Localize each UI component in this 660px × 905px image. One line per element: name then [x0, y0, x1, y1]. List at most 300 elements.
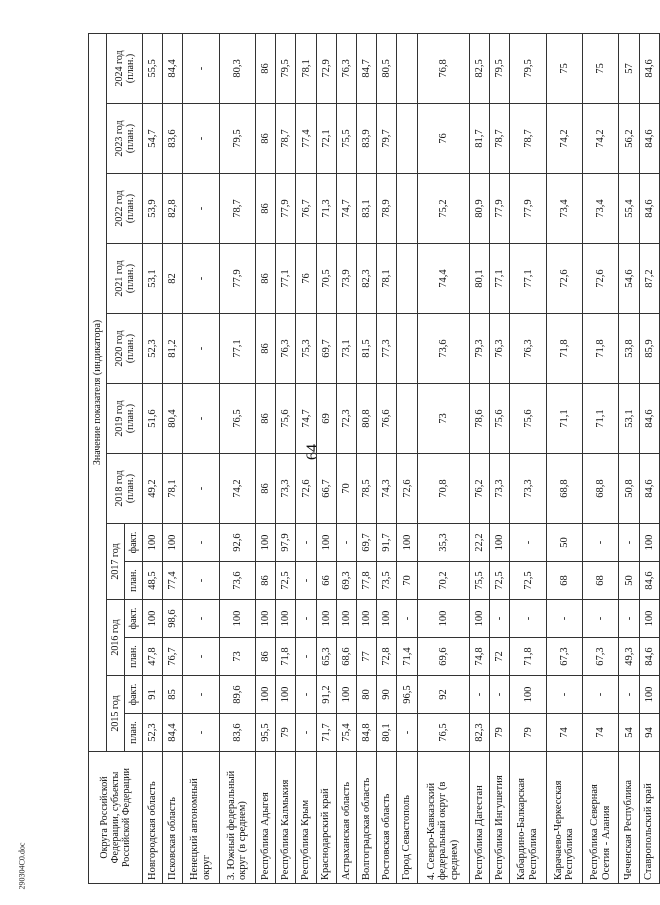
region-name: 4. Северо-Кавказский федеральный округ (в среднем): [417, 752, 469, 884]
value-cell: -: [619, 600, 639, 638]
value-cell: 72,8: [377, 638, 397, 676]
value-cell: 92: [417, 676, 469, 714]
value-cell: 70: [336, 454, 356, 524]
value-cell: 53,1: [143, 244, 163, 314]
region-name: Ненецкий автономный округ: [183, 752, 219, 884]
value-cell: 80,1: [377, 714, 397, 752]
value-cell: 98,6: [163, 600, 183, 638]
table-row: [619, 33, 639, 883]
value-cell: 73,9: [336, 244, 356, 314]
value-cell: 53,8: [619, 314, 639, 384]
value-cell: 73,4: [583, 174, 619, 244]
value-cell: 76: [417, 104, 469, 174]
value-cell: 74,4: [417, 244, 469, 314]
value-cell: 71,8: [546, 314, 582, 384]
header-plan: план.: [125, 638, 143, 676]
value-cell: 86: [256, 33, 276, 103]
value-cell: -: [183, 676, 219, 714]
value-cell: -: [296, 562, 316, 600]
value-cell: -: [183, 638, 219, 676]
value-cell: 65,3: [316, 638, 336, 676]
value-cell: 76,3: [276, 314, 296, 384]
region-name: Республика Крым: [296, 752, 316, 884]
value-cell: 80: [357, 676, 377, 714]
value-cell: 57: [619, 33, 639, 103]
value-cell: 84,6: [639, 562, 659, 600]
value-cell: 73,4: [546, 174, 582, 244]
value-cell: -: [490, 676, 510, 714]
header-year-2021-plan: 2021 год (план.): [107, 244, 143, 314]
header-fact: факт.: [125, 524, 143, 562]
value-cell: 77,1: [510, 244, 546, 314]
value-cell: -: [183, 562, 219, 600]
value-cell: 22,2: [470, 524, 490, 562]
value-cell: 79,5: [510, 33, 546, 103]
value-cell: 83,6: [163, 104, 183, 174]
page-number: 64: [304, 444, 321, 460]
value-cell: 78,6: [470, 384, 490, 454]
value-cell: 47,8: [143, 638, 163, 676]
value-cell: 100: [417, 600, 469, 638]
value-cell: 71,8: [583, 314, 619, 384]
header-region: Округа Российской Федерации, субъекты Российской Федерации: [89, 752, 143, 884]
value-cell: 78,9: [377, 174, 397, 244]
value-cell: 85,9: [639, 314, 659, 384]
value-cell: 79,5: [490, 33, 510, 103]
value-cell: 94: [639, 714, 659, 752]
value-cell: 79: [510, 714, 546, 752]
header-year-2023-plan: 2023 год (план.): [107, 104, 143, 174]
value-cell: -: [183, 524, 219, 562]
value-cell: 73,1: [336, 314, 356, 384]
value-cell: 100: [397, 524, 417, 562]
table-row: [397, 33, 417, 883]
value-cell: 56,2: [619, 104, 639, 174]
region-name: Чеченская Республика: [619, 752, 639, 884]
value-cell: 100: [470, 600, 490, 638]
value-cell: 84,6: [639, 33, 659, 103]
value-cell: 74: [583, 714, 619, 752]
value-cell: 73,6: [417, 314, 469, 384]
value-cell: 66: [316, 562, 336, 600]
value-cell: -: [583, 600, 619, 638]
value-cell: 70,5: [316, 244, 336, 314]
value-cell: 50: [546, 524, 582, 562]
value-cell: 100: [490, 524, 510, 562]
value-cell: 72,6: [296, 454, 316, 524]
table-row: [583, 33, 619, 883]
value-cell: 100: [276, 600, 296, 638]
value-cell: 72: [490, 638, 510, 676]
value-cell: 78,1: [163, 454, 183, 524]
value-cell: 54: [619, 714, 639, 752]
value-cell: 80,3: [219, 33, 255, 103]
value-cell: 78,5: [357, 454, 377, 524]
value-cell: 96,5: [397, 676, 417, 714]
value-cell: 85: [163, 676, 183, 714]
region-name: Республика Калмыкия: [276, 752, 296, 884]
value-cell: 82,5: [470, 33, 490, 103]
value-cell: [397, 104, 417, 174]
value-cell: 81,5: [357, 314, 377, 384]
value-cell: 55,4: [619, 174, 639, 244]
value-cell: 100: [357, 600, 377, 638]
value-cell: 100: [377, 600, 397, 638]
header-indicator: Значение показателя (индикатора): [89, 33, 107, 751]
header-year-2015: 2015 год: [107, 676, 125, 752]
value-cell: 76,8: [417, 33, 469, 103]
value-cell: 84,6: [639, 454, 659, 524]
value-cell: 91: [143, 676, 163, 714]
value-cell: 77,1: [276, 244, 296, 314]
value-cell: 76,3: [510, 314, 546, 384]
value-cell: 84,8: [357, 714, 377, 752]
value-cell: 67,3: [583, 638, 619, 676]
table-row: [143, 33, 163, 883]
value-cell: 86: [256, 174, 276, 244]
value-cell: 69,7: [316, 314, 336, 384]
value-cell: 69,3: [336, 562, 356, 600]
value-cell: 73,5: [377, 562, 397, 600]
value-cell: 51,6: [143, 384, 163, 454]
value-cell: 76,5: [219, 384, 255, 454]
value-cell: 74,7: [296, 384, 316, 454]
value-cell: 75,6: [490, 384, 510, 454]
table-row: [417, 33, 469, 883]
header-year-2024-plan: 2024 год (план.): [107, 33, 143, 103]
value-cell: 84,4: [163, 33, 183, 103]
value-cell: 69,6: [417, 638, 469, 676]
value-cell: 100: [510, 676, 546, 714]
value-cell: 79,7: [377, 104, 397, 174]
table-row: [183, 33, 219, 883]
value-cell: 75,2: [417, 174, 469, 244]
value-cell: -: [510, 600, 546, 638]
value-cell: 74,7: [336, 174, 356, 244]
header-year-2017: 2017 год: [107, 524, 125, 600]
value-cell: 82: [163, 244, 183, 314]
region-name: Краснодарский край: [316, 752, 336, 884]
region-name: Город Севастополь: [397, 752, 417, 884]
value-cell: 73,3: [510, 454, 546, 524]
value-cell: 79,5: [219, 104, 255, 174]
value-cell: 84,6: [639, 174, 659, 244]
value-cell: 73,6: [219, 562, 255, 600]
indicator-table: [88, 33, 660, 884]
value-cell: 76,3: [490, 314, 510, 384]
value-cell: 77,3: [377, 314, 397, 384]
value-cell: 52,3: [143, 314, 163, 384]
value-cell: 86: [256, 562, 276, 600]
value-cell: 84,7: [357, 33, 377, 103]
value-cell: -: [183, 244, 219, 314]
value-cell: 68,8: [583, 454, 619, 524]
value-cell: 72,5: [510, 562, 546, 600]
value-cell: 70: [397, 562, 417, 600]
value-cell: 84,6: [639, 384, 659, 454]
value-cell: -: [490, 600, 510, 638]
value-cell: 77,1: [219, 314, 255, 384]
header-year-2016: 2016 год: [107, 600, 125, 676]
region-name: 3. Южный федеральный округ (в среднем): [219, 752, 255, 884]
header-fact: факт.: [125, 676, 143, 714]
value-cell: 72,6: [546, 244, 582, 314]
value-cell: 75,4: [336, 714, 356, 752]
value-cell: 49,3: [619, 638, 639, 676]
value-cell: 77,4: [296, 104, 316, 174]
value-cell: 73,3: [276, 454, 296, 524]
value-cell: 77,9: [510, 174, 546, 244]
value-cell: 76: [296, 244, 316, 314]
value-cell: [397, 33, 417, 103]
value-cell: 78,1: [296, 33, 316, 103]
value-cell: 86: [256, 244, 276, 314]
value-cell: -: [397, 714, 417, 752]
value-cell: 97,9: [276, 524, 296, 562]
value-cell: 71,8: [276, 638, 296, 676]
value-cell: 100: [163, 524, 183, 562]
table-row: [546, 33, 582, 883]
value-cell: -: [183, 600, 219, 638]
table-row: [296, 33, 316, 883]
value-cell: -: [183, 714, 219, 752]
value-cell: 100: [316, 524, 336, 562]
value-cell: 74,2: [546, 104, 582, 174]
value-cell: -: [546, 676, 582, 714]
value-cell: 100: [256, 524, 276, 562]
value-cell: 74,2: [219, 454, 255, 524]
value-cell: -: [183, 314, 219, 384]
value-cell: 79,3: [470, 314, 490, 384]
value-cell: 82,3: [470, 714, 490, 752]
value-cell: -: [296, 676, 316, 714]
value-cell: 100: [143, 524, 163, 562]
value-cell: -: [183, 104, 219, 174]
value-cell: 79: [490, 714, 510, 752]
header-year-2022-plan: 2022 год (план.): [107, 174, 143, 244]
value-cell: 91,7: [377, 524, 397, 562]
value-cell: 87,2: [639, 244, 659, 314]
document-file-code: 290304C0.doc: [17, 842, 27, 890]
value-cell: 84,6: [639, 638, 659, 676]
value-cell: 68: [583, 562, 619, 600]
value-cell: 86: [256, 638, 276, 676]
value-cell: 69,7: [357, 524, 377, 562]
table-row: [256, 33, 276, 883]
value-cell: 74,2: [583, 104, 619, 174]
value-cell: -: [470, 676, 490, 714]
value-cell: -: [183, 454, 219, 524]
value-cell: 68,6: [336, 638, 356, 676]
value-cell: -: [296, 600, 316, 638]
value-cell: 54,7: [143, 104, 163, 174]
value-cell: 76,7: [163, 638, 183, 676]
value-cell: 76,6: [377, 384, 397, 454]
value-cell: 80,1: [470, 244, 490, 314]
value-cell: 82,3: [357, 244, 377, 314]
value-cell: 83,6: [219, 714, 255, 752]
value-cell: 78,1: [377, 244, 397, 314]
value-cell: 84,6: [639, 104, 659, 174]
value-cell: 100: [336, 676, 356, 714]
value-cell: 78,7: [490, 104, 510, 174]
value-cell: [397, 174, 417, 244]
value-cell: 75,5: [470, 562, 490, 600]
table-row: [163, 33, 183, 883]
value-cell: 75,6: [510, 384, 546, 454]
value-cell: 100: [256, 600, 276, 638]
value-cell: 73,3: [490, 454, 510, 524]
region-name: Псковская область: [163, 752, 183, 884]
value-cell: 100: [316, 600, 336, 638]
value-cell: 75,6: [276, 384, 296, 454]
value-cell: 80,4: [163, 384, 183, 454]
value-cell: 66,7: [316, 454, 336, 524]
value-cell: 78,7: [276, 104, 296, 174]
table-row: [336, 33, 356, 883]
value-cell: 78,7: [510, 104, 546, 174]
value-cell: 100: [639, 600, 659, 638]
value-cell: 90: [377, 676, 397, 714]
value-cell: 72,1: [316, 104, 336, 174]
value-cell: 73: [417, 384, 469, 454]
value-cell: 89,6: [219, 676, 255, 714]
value-cell: 76,5: [417, 714, 469, 752]
value-cell: 77,9: [219, 244, 255, 314]
table-row: [357, 33, 377, 883]
value-cell: 72,9: [316, 33, 336, 103]
header-year-2018-plan: 2018 год (план.): [107, 454, 143, 524]
value-cell: -: [583, 524, 619, 562]
value-cell: 83,1: [357, 174, 377, 244]
value-cell: 71,7: [316, 714, 336, 752]
value-cell: -: [510, 524, 546, 562]
value-cell: 100: [639, 676, 659, 714]
value-cell: 68,8: [546, 454, 582, 524]
value-cell: 100: [219, 600, 255, 638]
value-cell: 82,8: [163, 174, 183, 244]
value-cell: 75: [546, 33, 582, 103]
value-cell: 49,2: [143, 454, 163, 524]
value-cell: 71,1: [583, 384, 619, 454]
value-cell: 71,4: [397, 638, 417, 676]
header-year-2020-plan: 2020 год (план.): [107, 314, 143, 384]
value-cell: 77,8: [357, 562, 377, 600]
value-cell: -: [336, 524, 356, 562]
header-plan: план.: [125, 714, 143, 752]
value-cell: 70,2: [417, 562, 469, 600]
value-cell: 77,9: [276, 174, 296, 244]
value-cell: 76,3: [336, 33, 356, 103]
value-cell: -: [619, 676, 639, 714]
value-cell: 68: [546, 562, 582, 600]
value-cell: 55,5: [143, 33, 163, 103]
value-cell: 81,2: [163, 314, 183, 384]
value-cell: 72,5: [276, 562, 296, 600]
value-cell: 72,6: [583, 244, 619, 314]
value-cell: 74,8: [470, 638, 490, 676]
value-cell: 83,9: [357, 104, 377, 174]
value-cell: [397, 244, 417, 314]
value-cell: 100: [143, 600, 163, 638]
value-cell: 80,5: [377, 33, 397, 103]
value-cell: 54,6: [619, 244, 639, 314]
value-cell: -: [397, 600, 417, 638]
value-cell: 100: [639, 524, 659, 562]
value-cell: -: [546, 600, 582, 638]
region-name: Ставропольский край: [639, 752, 659, 884]
value-cell: 52,3: [143, 714, 163, 752]
table-row: [639, 33, 659, 883]
value-cell: 76,7: [296, 174, 316, 244]
value-cell: -: [619, 524, 639, 562]
value-cell: 75: [583, 33, 619, 103]
value-cell: -: [296, 524, 316, 562]
value-cell: 100: [256, 676, 276, 714]
value-cell: [397, 314, 417, 384]
value-cell: 67,3: [546, 638, 582, 676]
value-cell: 72,5: [490, 562, 510, 600]
value-cell: 100: [336, 600, 356, 638]
table-row: [276, 33, 296, 883]
value-cell: 86: [256, 454, 276, 524]
region-name: Кабардино-Балкарская Республика: [510, 752, 546, 884]
region-name: Новгородская область: [143, 752, 163, 884]
value-cell: 71,1: [546, 384, 582, 454]
region-name: Карачаево-Черкесская Республика: [546, 752, 582, 884]
value-cell: 73: [219, 638, 255, 676]
value-cell: 78,7: [219, 174, 255, 244]
value-cell: 86: [256, 104, 276, 174]
value-cell: 86: [256, 314, 276, 384]
value-cell: 35,3: [417, 524, 469, 562]
table-row: [219, 33, 255, 883]
value-cell: 79: [276, 714, 296, 752]
value-cell: -: [183, 174, 219, 244]
table-row: [490, 33, 510, 883]
region-name: Республика Дагестан: [470, 752, 490, 884]
value-cell: 50: [619, 562, 639, 600]
value-cell: 53,9: [143, 174, 163, 244]
table-row: [510, 33, 546, 883]
region-name: Волгоградская область: [357, 752, 377, 884]
value-cell: 69: [316, 384, 336, 454]
value-cell: 75,3: [296, 314, 316, 384]
value-cell: 79,5: [276, 33, 296, 103]
region-name: Республика Адыгея: [256, 752, 276, 884]
value-cell: 53,1: [619, 384, 639, 454]
value-cell: 91,2: [316, 676, 336, 714]
value-cell: 75,5: [336, 104, 356, 174]
table-body: [143, 33, 660, 883]
value-cell: -: [183, 384, 219, 454]
header-plan: план.: [125, 562, 143, 600]
region-name: Республика Северная Осетия - Алания: [583, 752, 619, 884]
value-cell: 77,9: [490, 174, 510, 244]
value-cell: 86: [256, 384, 276, 454]
value-cell: 77,4: [163, 562, 183, 600]
value-cell: 80,8: [357, 384, 377, 454]
value-cell: 84,4: [163, 714, 183, 752]
region-name: Ростовская область: [377, 752, 397, 884]
rotated-table-container: [88, 34, 660, 884]
value-cell: -: [296, 638, 316, 676]
value-cell: -: [296, 714, 316, 752]
value-cell: 81,7: [470, 104, 490, 174]
value-cell: 80,9: [470, 174, 490, 244]
value-cell: 74,3: [377, 454, 397, 524]
table-header: [89, 33, 143, 883]
